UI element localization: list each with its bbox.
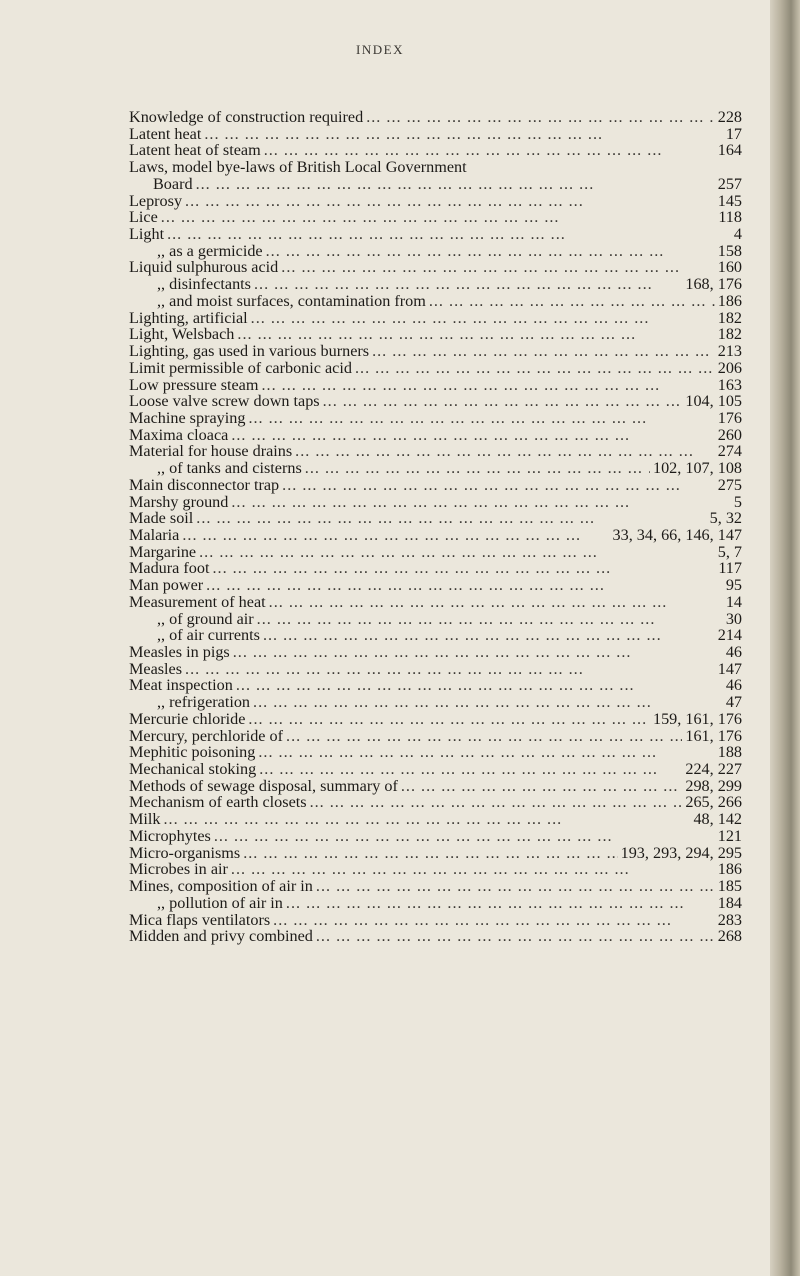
entry-label: Knowledge of construction required (129, 108, 364, 126)
index-entry (129, 510, 742, 527)
entry-pages: 147 (717, 659, 742, 678)
entry-pages: 5, 32 (709, 509, 742, 528)
index-entry (129, 761, 742, 778)
leader-dots (248, 711, 650, 728)
leader-dots (163, 811, 690, 828)
leader-dots (258, 744, 714, 761)
entry-pages: 46 (725, 676, 742, 695)
entry-label: Mercurie chloride (129, 709, 246, 728)
index-entry (129, 410, 742, 427)
leader-dots (401, 778, 682, 795)
leader-dots (182, 527, 609, 544)
leader-dots (264, 142, 715, 159)
leader-dots (231, 861, 715, 878)
leader-dots (251, 310, 715, 327)
entry-pages: 163 (717, 375, 742, 394)
leader-dots (236, 677, 723, 694)
index-entry (129, 544, 742, 561)
entry-pages: 14 (725, 592, 742, 611)
entry-pages: 265, 266 (685, 793, 742, 812)
index-entries (129, 109, 742, 945)
entry-label: Milk (129, 810, 161, 829)
entry-pages: 95 (725, 576, 742, 595)
leader-dots (263, 627, 715, 644)
entry-label: ,, of tanks and cisterns (157, 459, 302, 478)
entry-pages: 176 (717, 408, 742, 427)
entry-pages: 160 (717, 258, 742, 277)
entry-pages: 4 (733, 225, 742, 244)
leader-dots (231, 427, 714, 444)
entry-pages: 228 (717, 108, 742, 126)
leader-dots (196, 510, 706, 527)
entry-pages: 188 (717, 743, 742, 762)
leader-dots (273, 912, 715, 929)
leader-dots (355, 360, 715, 377)
index-entry (129, 377, 742, 394)
leader-dots (185, 661, 715, 678)
leader-dots (167, 226, 731, 243)
entry-pages: 5, 7 (717, 542, 742, 561)
entry-pages: 283 (717, 910, 742, 929)
leader-dots (161, 209, 716, 226)
entry-pages: 268 (717, 927, 742, 946)
index-entry (129, 460, 742, 477)
leader-dots (429, 293, 715, 310)
leader-dots (281, 259, 714, 276)
index-entry (129, 711, 742, 728)
entry-label: Light, Welsbach (129, 325, 235, 344)
index-entry (129, 226, 742, 243)
entry-label: Man power (129, 576, 204, 595)
entry-pages: 46 (725, 643, 742, 661)
entry-pages: 33, 34, 66, 146, 147 (612, 525, 742, 544)
index-entry (129, 778, 742, 795)
entry-pages: 145 (717, 191, 742, 210)
entry-pages: 117 (718, 559, 742, 578)
page-header: INDEX (356, 42, 404, 57)
index-entry (129, 494, 742, 511)
index-entry (129, 477, 742, 494)
entry-label: Machine spraying (129, 408, 246, 427)
entry-label: Made soil (129, 509, 194, 528)
entry-pages: 224, 227 (685, 760, 742, 779)
entry-label: Main disconnector trap (129, 475, 280, 494)
entry-label: Maxima cloaca (129, 425, 229, 444)
entry-label: Latent heat (129, 124, 202, 143)
entry-pages: 206 (717, 358, 742, 377)
index-entry (129, 527, 742, 544)
entry-label: Malaria (129, 525, 180, 544)
leader-dots (323, 393, 683, 410)
index-entry (129, 861, 742, 878)
entry-label: ,, refrigeration (157, 693, 251, 712)
entry-pages: 161, 176 (685, 726, 742, 745)
entry-pages: 275 (717, 475, 742, 494)
entry-pages: 47 (725, 693, 742, 712)
entry-label: Mica flaps ventilators (129, 910, 271, 929)
index-entry (129, 728, 742, 745)
entry-pages: 118 (718, 208, 742, 227)
entry-pages: 193, 293, 294, 295 (620, 843, 742, 862)
index-entry (129, 193, 742, 210)
entry-pages: 17 (725, 124, 742, 143)
index-entry (129, 343, 742, 360)
entry-label: Mephitic poisoning (129, 743, 256, 762)
leader-dots (212, 560, 715, 577)
leader-dots (214, 828, 715, 845)
leader-dots (257, 611, 723, 628)
entry-label: Midden and privy combined (129, 927, 313, 946)
index-entry (129, 611, 742, 628)
index-entry (129, 310, 742, 327)
leader-dots (185, 193, 715, 210)
entry-label: Measles (129, 659, 183, 678)
entry-label: Mechanism of earth closets (129, 793, 307, 812)
index-entry (129, 878, 742, 895)
entry-pages: 184 (717, 893, 742, 912)
index-entry (129, 159, 742, 176)
entry-pages: 214 (717, 626, 742, 645)
entry-label: ,, disinfectants (157, 275, 251, 294)
leader-dots (253, 694, 723, 711)
entry-pages: 186 (717, 291, 742, 310)
index-entry (129, 293, 742, 310)
entry-pages: 213 (717, 342, 742, 361)
entry-label: Liquid sulphurous acid (129, 258, 279, 277)
entry-label: Laws, model bye-laws of British Local Government (129, 158, 467, 177)
entry-pages: 164 (717, 141, 742, 160)
entry-label: Board (153, 174, 193, 193)
leader-dots (316, 878, 715, 895)
entry-pages: 185 (717, 877, 742, 896)
index-entry (129, 811, 742, 828)
leader-dots (261, 377, 714, 394)
index-entry (129, 443, 742, 460)
entry-label: Lice (129, 208, 158, 227)
entry-label: Loose valve screw down taps (129, 392, 320, 411)
leader-dots (254, 276, 682, 293)
entry-label: Measles in pigs (129, 643, 230, 661)
entry-label: Microbes in air (129, 860, 228, 879)
index-entry (129, 644, 742, 661)
leader-dots (295, 443, 715, 460)
leader-dots (196, 176, 715, 193)
leader-dots (282, 477, 715, 494)
entry-pages: 168, 176 (685, 275, 742, 294)
leader-dots (248, 410, 714, 427)
entry-label: Microphytes (129, 826, 211, 845)
entry-pages: 159, 161, 176 (652, 709, 742, 728)
entry-label: Lighting, artificial (129, 308, 248, 327)
entry-label: ,, as a germicide (157, 241, 263, 260)
entry-label: ,, and moist surfaces, contamination from (157, 291, 426, 310)
leader-dots (204, 126, 722, 143)
entry-label: Mechanical stoking (129, 760, 257, 779)
leader-dots (243, 845, 617, 862)
entry-pages: 182 (717, 308, 742, 327)
entry-label: Mines, composition of air in (129, 877, 313, 896)
leader-dots (372, 343, 715, 360)
entry-label: ,, of ground air (157, 609, 254, 628)
leader-dots (310, 794, 683, 811)
index-entry (129, 176, 742, 193)
entry-label: Madura foot (129, 559, 210, 578)
entry-label: Low pressure steam (129, 375, 259, 394)
entry-pages: 260 (717, 425, 742, 444)
leader-dots (269, 594, 723, 611)
entry-label: Measurement of heat (129, 592, 266, 611)
index-entry (129, 828, 742, 845)
index-entry (129, 427, 742, 444)
index-entry (129, 627, 742, 644)
leader-dots (286, 895, 715, 912)
index-entry (129, 928, 742, 945)
index-entry (129, 912, 742, 929)
entry-label: Latent heat of steam (129, 141, 261, 160)
leader-dots (366, 109, 715, 126)
entry-label: Methods of sewage disposal, summary of (129, 776, 398, 795)
leader-dots (316, 928, 715, 945)
entry-pages: 186 (717, 860, 742, 879)
entry-label: Micro-organisms (129, 843, 241, 862)
index-entry (129, 845, 742, 862)
index-entry (129, 259, 742, 276)
leader-dots (231, 494, 731, 511)
index-entry (129, 209, 742, 226)
entry-label: ,, pollution of air in (157, 893, 283, 912)
leader-dots (237, 326, 714, 343)
entry-label: Meat inspection (129, 676, 233, 695)
entry-label: Margarine (129, 542, 197, 561)
leader-dots (305, 460, 650, 477)
entry-pages: 5 (733, 492, 742, 511)
index-entry (129, 109, 742, 126)
index-entry (129, 142, 742, 159)
entry-label: Light (129, 225, 165, 244)
index-entry (129, 661, 742, 678)
index-entry (129, 126, 742, 143)
entry-pages: 257 (717, 174, 742, 193)
leader-dots (259, 761, 682, 778)
index-entry (129, 393, 742, 410)
index-entry (129, 276, 742, 293)
index-entry (129, 677, 742, 694)
leader-dots (206, 577, 723, 594)
entry-pages: 48, 142 (693, 810, 742, 829)
entry-label: ,, of air currents (157, 626, 260, 645)
entry-pages: 182 (717, 325, 742, 344)
index-entry (129, 360, 742, 377)
index-entry (129, 594, 742, 611)
entry-pages: 274 (717, 442, 742, 461)
entry-label: Leprosy (129, 191, 183, 210)
leader-dots (199, 544, 715, 561)
index-entry (129, 744, 742, 761)
entry-label: Marshy ground (129, 492, 229, 511)
index-entry (129, 326, 742, 343)
index-entry (129, 243, 742, 260)
entry-pages: 121 (717, 826, 742, 845)
leader-dots (233, 644, 723, 661)
entry-label: Lighting, gas used in various burners (129, 342, 370, 361)
entry-pages: 102, 107, 108 (652, 459, 742, 478)
entry-label: Limit permissible of carbonic acid (129, 358, 352, 377)
index-entry (129, 694, 742, 711)
entry-pages: 30 (725, 609, 742, 628)
index-entry (129, 794, 742, 811)
leader-dots (286, 728, 682, 745)
entry-pages: 104, 105 (685, 392, 742, 411)
index-entry (129, 560, 742, 577)
index-entry (129, 577, 742, 594)
entry-label: Mercury, perchloride of (129, 726, 284, 745)
book-spine-edge (770, 0, 800, 1276)
entry-pages: 298, 299 (685, 776, 742, 795)
entry-pages: 158 (717, 241, 742, 260)
leader-dots (266, 243, 715, 260)
index-entry (129, 895, 742, 912)
entry-label: Material for house drains (129, 442, 293, 461)
